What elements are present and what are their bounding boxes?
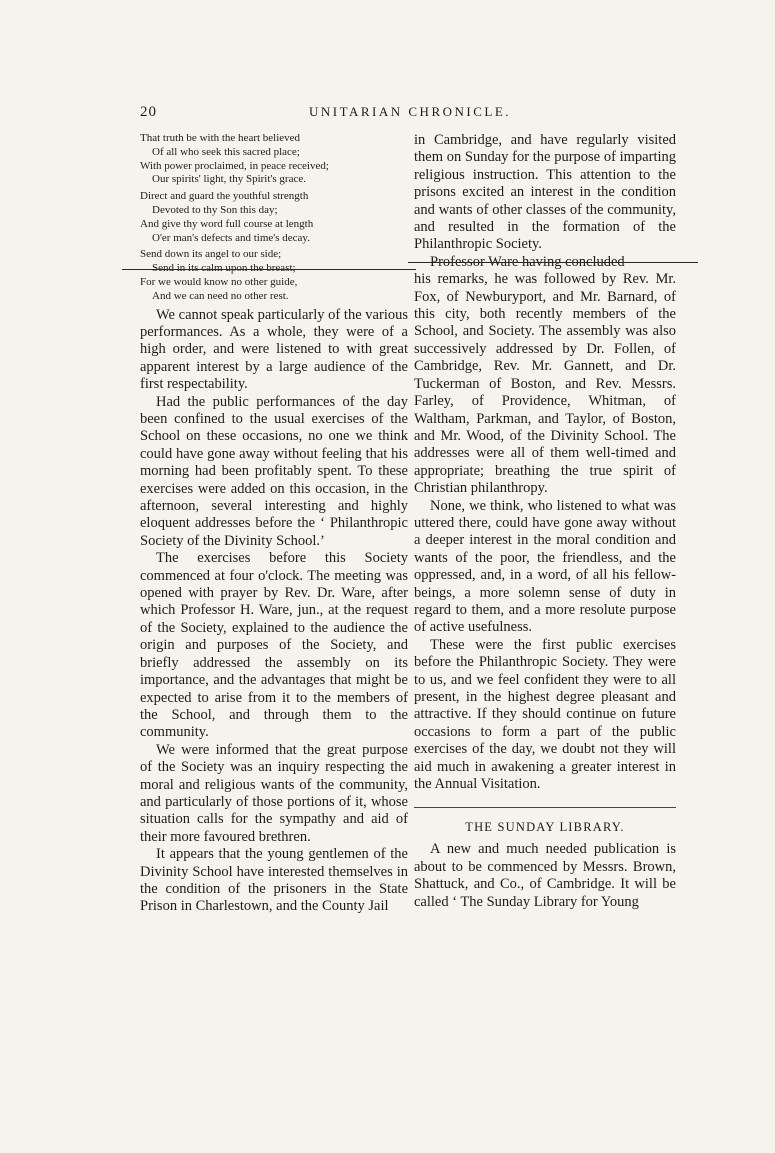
section-divider: [414, 807, 676, 808]
paragraph: It appears that the young gentlemen of the Divinity School have interested themselves in the condition of the prisoners in the State Prison in Charlestown, and the County Jail: [140, 846, 408, 915]
left-column: [140, 132, 408, 916]
hymn-verse: [140, 132, 408, 304]
paragraph: We were informed that the great purpose of the Society was an inquiry respecting the moral and religious wants of the community, and particularly of those portions of it, whose situation calls for the sympathy and aid of their more favoured brethren.: [140, 741, 408, 845]
verse-line: And give thy word full course at length: [140, 217, 314, 230]
verse-line: And we can need no other rest.: [152, 289, 289, 302]
verse-line: O'er man's defects and time's decay.: [152, 231, 310, 244]
verse-line: Of all who seek this sacred place;: [152, 145, 300, 158]
paragraph: These were the first public exercises before the Philanthropic Society. They were to us, and we feel confident they were to all present, in the highest degree pleasant and attractive. If they should continue on future occasions to form a part of the public exercises of the day, we doubt not they will aid much in awakening a greater interest in the Annual Visitation.: [414, 636, 676, 793]
paragraph: We cannot speak particularly of the various performances. As a whole, they were of a high order, and were listened to with great apparent interest by a large audience of the first respectability.: [140, 306, 408, 393]
verse-line: Our spirits' light, thy Spirit's grace.: [152, 173, 306, 186]
page-number: 20: [140, 104, 157, 120]
stanza-3: [140, 248, 408, 303]
stanza-2: [140, 190, 408, 245]
verse-line: With power proclaimed, in peace received;: [140, 159, 329, 172]
verse-line-ruled: Send in its calm upon the breast;: [140, 262, 408, 276]
page-header: [140, 104, 680, 126]
paragraph: in Cambridge, and have regularly visited them on Sunday for the purpose of imparting religious instruction. This attention to the prisons excited an interest in the condition and wants of other classes of the community, and resulted in the formation of the Philanthropic Society.: [414, 132, 676, 253]
paragraph-ruled-line: Professor Ware having concluded: [414, 254, 676, 271]
right-column: [414, 132, 676, 911]
verse-line: Direct and guard the youthful strength: [140, 190, 309, 203]
verse-line: Devoted to thy Son this day;: [152, 203, 278, 216]
section-title: THE SUNDAY LIBRARY.: [465, 820, 625, 835]
verse-line: Send down its angel to our side;: [140, 248, 282, 261]
running-head: UNITARIAN CHRONICLE.: [308, 104, 512, 119]
verse-line: For we would know no other guide,: [140, 275, 298, 288]
paragraph: None, we think, who listened to what was uttered there, could have gone away without a deeper interest in the moral condition and wants of the poor, the friendless, and the oppressed, and, in a word, of all his fellow-beings, a more solemn sense of duty in regard to them, and a more resolute purpose of active usefulness.: [414, 497, 676, 636]
stanza-1: [140, 132, 408, 187]
paragraph: Had the public performances of the day been confined to the usual exercises of the School on these occasions, no one we think could have gone away without feeling that his morning had been profitably spent. To these exercises were added on this occasion, in the afternoon, several interesting and highly eloquent addresses before the ‘ Philanthropic Society of the Divinity School.’: [140, 393, 408, 549]
paragraph: his remarks, he was followed by Rev. Mr. Fox, of Newburyport, and Mr. Barnard, of this city, both recently members of the School, and Society. The assembly was also successively addressed by Dr. Follen, of Cambridge, Rev. Mr. Gannett, and Dr. Tuckerman of Boston, and Rev. Messrs. Farley, of Providence, Whitman, of Waltham, Parkman, and Taylor, of Boston, and Mr. Wood, of the Divinity School. The addresses were all of them well-timed and appropriate; breathing the true spirit of Christian philanthropy.: [414, 271, 676, 497]
paragraph: The exercises before this Society commenced at four o'clock. The meeting was opened with prayer by Rev. Dr. Ware, after which Professor H. Ware, jun., at the request of the Society, explained to the audience the origin and purposes of the Society, and briefly addressed the assembly on its importance, and the advantages that might be expected to arise from it to the members of the School, and through them to the community.: [140, 550, 408, 741]
verse-line: That truth be with the heart believed: [140, 132, 301, 144]
paragraph: A new and much needed publication is about to be commenced by Messrs. Brown, Shattuck, and Co., of Cambridge. It will be called ‘ The Sunday Library for Young: [414, 841, 676, 910]
